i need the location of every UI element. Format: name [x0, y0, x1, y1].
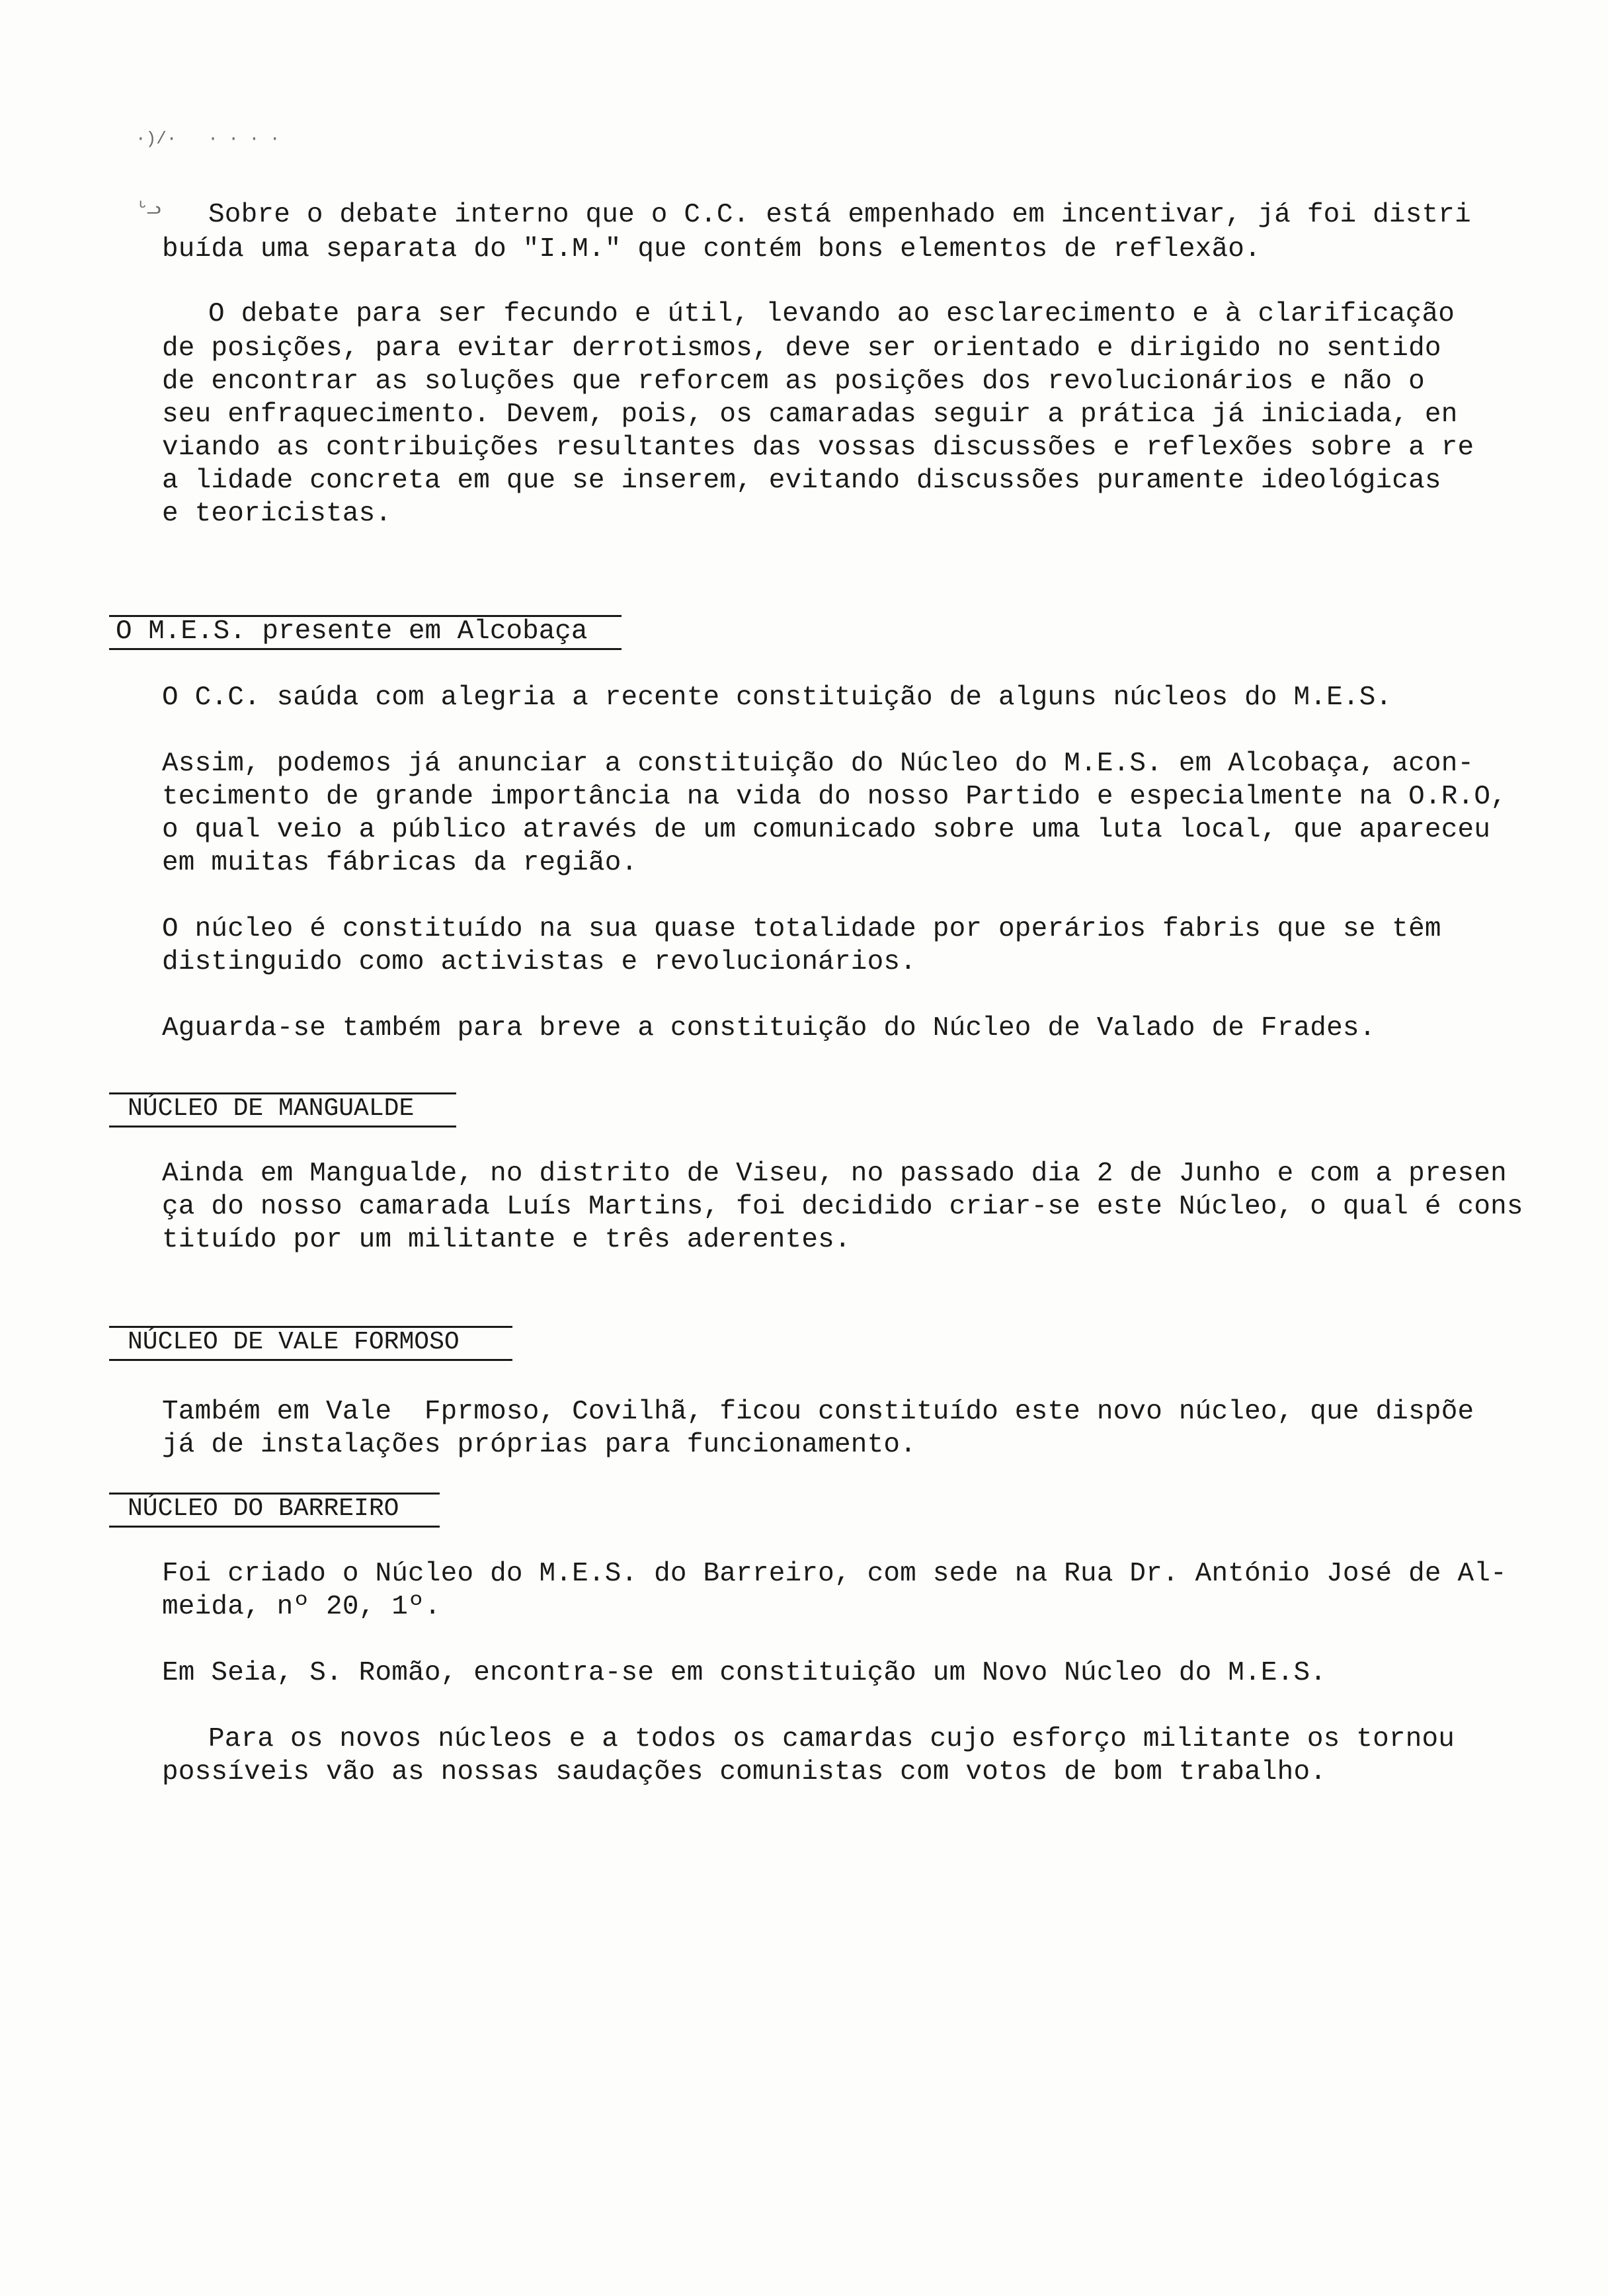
section-line: O núcleo é constituído na sua quase totalidade por operários fabris que se têm	[162, 914, 1441, 944]
intro-line: e teoricistas.	[162, 499, 392, 529]
section-line: tituído por um militante e três aderentes.	[162, 1225, 851, 1255]
intro-line: seu enfraquecimento. Devem, pois, os camaradas seguir a prática já iniciada, en	[162, 399, 1458, 430]
section-line: o qual veio a público através de um comunicado sobre uma luta local, que apareceu	[162, 815, 1491, 845]
intro-line: buída uma separata do "I.M." que contém bons elementos de reflexão.	[162, 234, 1261, 265]
corner-mark: ·)/· · · · ·	[136, 129, 280, 149]
section-line: tecimento de grande importância na vida do nosso Partido e especialmente na O.R.O,	[162, 782, 1507, 812]
heading-underline	[109, 648, 622, 650]
section-heading	[109, 1326, 512, 1359]
section-line: Para os novos núcleos e a todos os camardas cujo esforço militante os tornou	[208, 1724, 1455, 1754]
section-line: distinguido como activistas e revolucionários.	[162, 947, 916, 977]
section-line: possíveis vão as nossas saudações comunistas com votos de bom trabalho.	[162, 1757, 1327, 1787]
section-line: Em Seia, S. Romão, encontra-se em constituição um Novo Núcleo do M.E.S.	[162, 1658, 1327, 1688]
section-heading	[109, 1493, 440, 1526]
section-line: meida, nº 20, 1º.	[162, 1592, 441, 1622]
intro-line: O debate para ser fecundo e útil, levando ao esclarecimento e à clarificação	[208, 299, 1455, 329]
section-line: Assim, podemos já anunciar a constituição do Núcleo do M.E.S. em Alcobaça, acon-	[162, 749, 1474, 779]
section-line: já de instalações próprias para funcionamento.	[162, 1430, 916, 1460]
intro-line: de posições, para evitar derrotismos, deve ser orientado e dirigido no sentido	[162, 333, 1441, 364]
section-heading	[109, 1092, 456, 1126]
heading-text: NÚCLEO DE VALE FORMOSO	[128, 1328, 460, 1356]
heading-text: NÚCLEO DO BARREIRO	[128, 1495, 399, 1523]
section-line: Ainda em Mangualde, no distrito de Viseu, no passado dia 2 de Junho e com a presen	[162, 1159, 1507, 1189]
section-line: Aguarda-se também para breve a constituição do Núcleo de Valado de Frades.	[162, 1013, 1376, 1044]
section-line: Foi criado o Núcleo do M.E.S. do Barreiro, com sede na Rua Dr. António José de Al-	[162, 1559, 1507, 1589]
intro-line: Sobre o debate interno que o C.C. está empenhado em incentivar, já foi distri	[208, 200, 1471, 230]
intro-line: a lidade concreta em que se inserem, evitando discussões puramente ideológicas	[162, 466, 1441, 496]
heading-underline	[109, 1526, 440, 1528]
section-line: em muitas fábricas da região.	[162, 848, 638, 878]
section-line: ça do nosso camarada Luís Martins, foi decidido criar-se este Núcleo, o qual é cons	[162, 1192, 1523, 1222]
heading-text: NÚCLEO DE MANGUALDE	[128, 1094, 415, 1123]
section-line: O C.C. saúda com alegria a recente constituição de alguns núcleos do M.E.S.	[162, 682, 1392, 713]
intro-line: viando as contribuições resultantes das vossas discussões e reflexões sobre a re	[162, 432, 1474, 463]
section-line: Também em Vale Fprmoso, Covilhã, ficou constituído este novo núcleo, que dispõe	[162, 1397, 1474, 1427]
heading-underline	[109, 1359, 512, 1361]
section-heading	[109, 615, 622, 648]
intro-line: de encontrar as soluções que reforcem as posições dos revolucionários e não o	[162, 366, 1425, 397]
heading-underline	[109, 1126, 456, 1128]
margin-mark: ᒡᓗ	[139, 199, 161, 219]
heading-text: O M.E.S. presente em Alcobaça	[116, 616, 588, 647]
